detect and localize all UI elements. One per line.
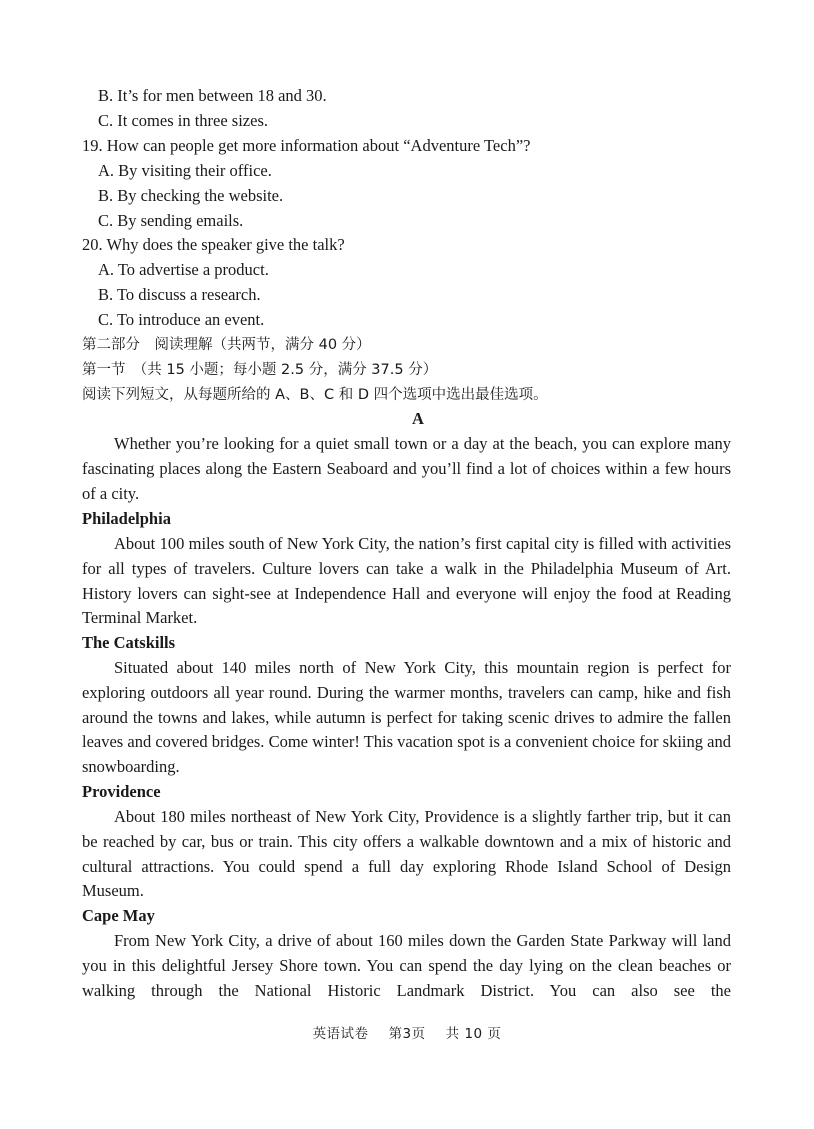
place-heading-catskills: The Catskills xyxy=(82,633,176,652)
q20-question: 20. Why does the speaker give the talk? xyxy=(82,235,345,254)
place-text-catskills-body: Situated about 140 miles north of New York City, this mountain region is perfect for exploring outdoors all year round. During the warmer months, travelers can camp, hike and fish around the towns and lakes, while autumn is perfect for taking scenic drives to admire the fallen leaves and covered bridges. Come winter! This vacation spot is a convenient choice for skiing and snowboarding. xyxy=(82,658,731,777)
place-heading-cape-may: Cape May xyxy=(82,906,155,925)
q20-option-a: A. To advertise a product. xyxy=(98,260,269,279)
q20-option-b: B. To discuss a research. xyxy=(98,285,261,304)
part-title: 第二部分 阅读理解（共两节，满分 40 分） xyxy=(82,337,371,353)
footer-total-pages: 共 10 页 xyxy=(445,1026,502,1042)
place-text-catskills xyxy=(82,656,731,780)
place-text-providence xyxy=(82,805,731,904)
q19-question: 19. How can people get more information about “Adventure Tech”? xyxy=(82,136,531,155)
place-text-cape-may-body: From New York City, a drive of about 160 miles down the Garden State Parkway will land you in this delightful Jersey Shore town. You can spend the day lying on the clean beaches or walking through the National Historic Landmark District. You can also see the xyxy=(82,931,731,1000)
q19-option-a: A. By visiting their office. xyxy=(98,161,272,180)
reading-instruction: 阅读下列短文，从每题所给的 A、B、C 和 D 四个选项中选出最佳选项。 xyxy=(82,387,548,403)
section-title: 第一节 （共 15 小题；每小题 2.5 分，满分 37.5 分） xyxy=(82,362,438,378)
place-text-philadelphia xyxy=(82,532,731,631)
passage-intro-text: Whether you’re looking for a quiet small town or a day at the beach, you can explore many fascinating places along the Eastern Seaboard and you’ll find a lot of choices within a few hours of a city. xyxy=(82,434,731,503)
page-footer xyxy=(0,1022,814,1042)
footer-subject: 英语试卷 xyxy=(312,1026,369,1042)
q19-option-c: C. By sending emails. xyxy=(98,211,244,230)
q19-option-b: B. By checking the website. xyxy=(98,186,284,205)
q20-option-c: C. To introduce an event. xyxy=(98,310,265,329)
place-heading-providence: Providence xyxy=(82,782,161,801)
place-text-philadelphia-body: About 100 miles south of New York City, the nation’s first capital city is filled with activities for all types of travelers. Culture lovers can take a walk in the Philadelphia Museum of Art. History lovers can sight-see at Independence Hall and everyone will enjoy the food at Reading Terminal Market. xyxy=(82,534,731,628)
q18-option-b: B. It’s for men between 18 and 30. xyxy=(98,86,327,105)
footer-page-number: 第3页 xyxy=(388,1026,426,1042)
passage-label: A xyxy=(412,409,424,428)
place-text-cape-may xyxy=(82,929,731,1003)
place-heading-philadelphia: Philadelphia xyxy=(82,509,171,528)
q18-option-c: C. It comes in three sizes. xyxy=(98,111,268,130)
passage-intro xyxy=(82,432,731,506)
place-text-providence-body: About 180 miles northeast of New York City, Providence is a slightly farther trip, but it can be reached by car, bus or train. This city offers a walkable downtown and a mix of historic and cultural attractions. You could spend a full day exploring Rhode Island School of Design Museum. xyxy=(82,807,731,901)
